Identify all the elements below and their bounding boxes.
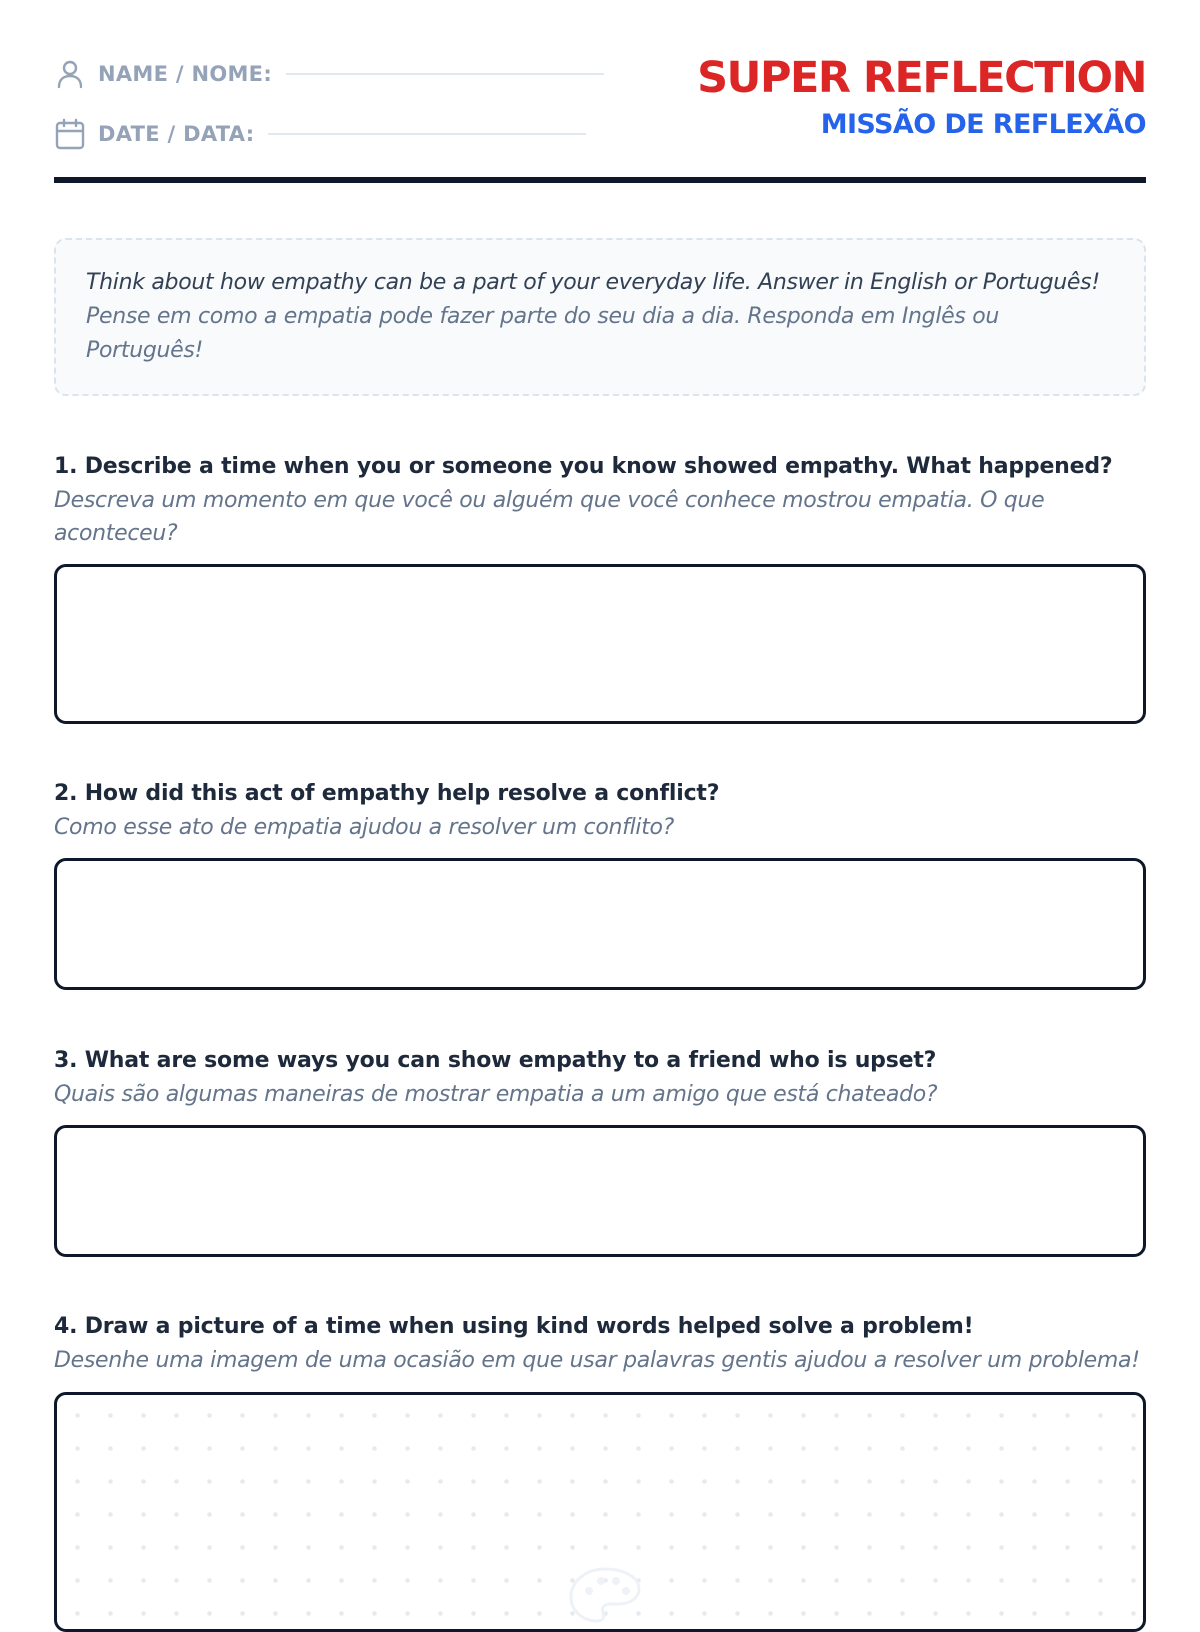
worksheet-subtitle: MISSÃO DE REFLEXÃO xyxy=(820,109,1146,140)
palette-icon xyxy=(567,1565,643,1629)
question-4-portuguese: Desenhe uma imagem de uma ocasião em que usar palavras gentis ajudou a resolver um problema! xyxy=(54,1348,1140,1373)
question-1 xyxy=(54,450,1146,550)
name-write-line[interactable] xyxy=(286,73,604,75)
header-divider xyxy=(54,177,1146,183)
date-field xyxy=(54,118,586,150)
question-4-english: 4. Draw a picture of a time when using kind words helped solve a problem! xyxy=(54,1314,974,1339)
name-label: NAME / NOME: xyxy=(98,62,273,86)
worksheet-header xyxy=(54,48,1146,182)
date-write-line[interactable] xyxy=(268,133,586,135)
answer-box-2[interactable] xyxy=(54,858,1146,990)
user-icon xyxy=(54,58,86,90)
question-1-portuguese: Descreva um momento em que você ou alguém que você conhece mostrou empatia. O que aconteceu? xyxy=(54,488,1045,546)
question-1-english: 1. Describe a time when you or someone you know showed empathy. What happened? xyxy=(54,454,1113,479)
question-3 xyxy=(54,1044,1146,1111)
drawing-box[interactable] xyxy=(54,1392,1146,1632)
title-block xyxy=(697,48,1146,142)
answer-box-1[interactable] xyxy=(54,564,1146,724)
name-field xyxy=(54,58,604,90)
calendar-icon xyxy=(54,118,86,150)
question-3-english: 3. What are some ways you can show empathy to a friend who is upset? xyxy=(54,1048,937,1073)
date-label: DATE / DATA: xyxy=(98,122,255,146)
worksheet-title: SUPER REFLECTION xyxy=(697,53,1146,103)
question-2 xyxy=(54,777,1146,844)
answer-box-3[interactable] xyxy=(54,1125,1146,1257)
question-2-portuguese: Como esse ato de empatia ajudou a resolver um conflito? xyxy=(54,815,675,840)
instructions-portuguese: Pense em como a empatia pode fazer parte do seu dia a dia. Responda em Inglês ou Português! xyxy=(86,304,1000,363)
question-4 xyxy=(54,1310,1146,1377)
question-2-english: 2. How did this act of empathy help resolve a conflict? xyxy=(54,781,720,806)
instructions-box xyxy=(54,238,1146,396)
question-3-portuguese: Quais são algumas maneiras de mostrar empatia a um amigo que está chateado? xyxy=(54,1082,938,1107)
worksheet-page xyxy=(54,0,1146,1600)
instructions-english: Think about how empathy can be a part of your everyday life. Answer in English or Português! xyxy=(86,270,1100,295)
